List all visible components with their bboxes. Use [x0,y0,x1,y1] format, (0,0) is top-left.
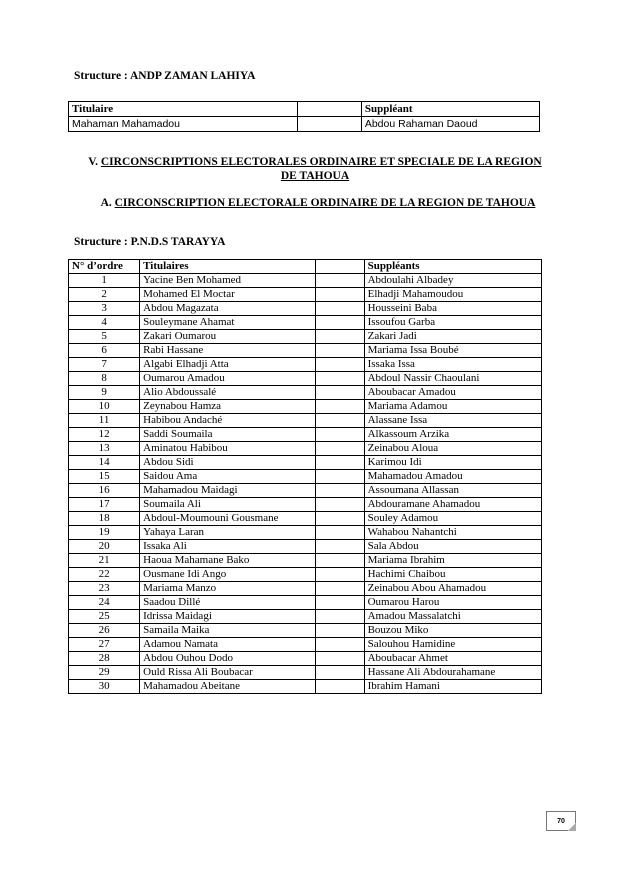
table-row [69,638,542,652]
cell-titulaire: Saadou Dillé [140,596,315,610]
empty-cell [315,428,364,442]
empty-cell [315,554,364,568]
cell-suppleant: Mahamadou Amadou [364,470,541,484]
cell-ordre: 5 [69,330,140,344]
cell-suppleant: Issoufou Garba [364,316,541,330]
section-heading-a [98,196,538,210]
cell-suppleant: Assoumana Allassan [364,484,541,498]
table-row [69,680,542,694]
empty-cell [315,540,364,554]
cell-ordre: 7 [69,358,140,372]
table-row [69,117,540,132]
table-row [69,652,542,666]
cell-ordre: 11 [69,414,140,428]
cell-titulaire: Mahamadou Maidagi [140,484,315,498]
table-row [69,456,542,470]
empty-cell [315,386,364,400]
andp-candidates-table [68,101,540,132]
table-row [69,358,542,372]
cell-suppleant: Issaka Issa [364,358,541,372]
cell-titulaire: Abdou Ouhou Dodo [140,652,315,666]
table-row [69,554,542,568]
cell-titulaire: Haoua Mahamane Bako [140,554,315,568]
cell-ordre: 6 [69,344,140,358]
empty-cell [315,414,364,428]
cell-ordre: 2 [69,288,140,302]
cell-suppleant: Mariama Issa Boubé [364,344,541,358]
cell-suppleant: Elhadji Mahamoudou [364,288,541,302]
cell-titulaire: Zakari Oumarou [140,330,315,344]
cell-suppleant: Housseini Baba [364,302,541,316]
empty-cell [315,330,364,344]
cell-ordre: 24 [69,596,140,610]
table-row [69,596,542,610]
cell-titulaire: Saidou Ama [140,470,315,484]
empty-cell [315,638,364,652]
cell-suppleant: Karimou Idi [364,456,541,470]
cell-suppleant: Bouzou Miko [364,624,541,638]
empty-cell [315,596,364,610]
cell-suppleant: Zakari Jadi [364,330,541,344]
cell-suppleant: Abdoulahi Albadey [364,274,541,288]
header-titulaire: Titulaire [69,102,298,117]
table-row [69,400,542,414]
cell-suppleant: Hachimi Chaibou [364,568,541,582]
cell-titulaire: Adamou Namata [140,638,315,652]
cell-titulaire: Yahaya Laran [140,526,315,540]
cell-titulaire: Ousmane Idi Ango [140,568,315,582]
empty-cell [315,680,364,694]
cell-ordre: 3 [69,302,140,316]
cell-ordre: 17 [69,498,140,512]
empty-cell [315,274,364,288]
table-row [69,330,542,344]
cell-ordre: 16 [69,484,140,498]
cell-ordre: 14 [69,456,140,470]
cell-titulaire: Ould Rissa Ali Boubacar [140,666,315,680]
cell-titulaire: Issaka Ali [140,540,315,554]
cell-titulaire: Souleymane Ahamat [140,316,315,330]
cell-suppleant: Ibrahim Hamani [364,680,541,694]
cell-titulaire: Mahamadou Abeitane [140,680,315,694]
header-suppleant: Suppléant [361,102,539,117]
cell-ordre: 23 [69,582,140,596]
cell-titulaire: Soumaila Ali [140,498,315,512]
cell-titulaire: Samaila Maika [140,624,315,638]
cell-suppleant: Wahabou Nahantchi [364,526,541,540]
header-suppleants: Suppléants [364,260,541,274]
empty-cell [315,652,364,666]
empty-cell [315,512,364,526]
cell-ordre: 28 [69,652,140,666]
structure-label-pnds: Structure : P.N.D.S TARAYYA [74,236,226,248]
cell-ordre: 8 [69,372,140,386]
empty-cell [315,260,364,274]
table-row [69,288,542,302]
table-row [69,414,542,428]
empty-cell [315,666,364,680]
cell-suppleant: Oumarou Harou [364,596,541,610]
empty-cell [315,288,364,302]
table-header-row [69,102,540,117]
cell-ordre: 22 [69,568,140,582]
cell-suppleant: Abdoul Nassir Chaoulani [364,372,541,386]
empty-cell [315,400,364,414]
table-row [69,344,542,358]
cell-suppleant: Mariama Adamou [364,400,541,414]
table-row [69,512,542,526]
empty-cell [315,302,364,316]
table-row [69,274,542,288]
table-row [69,666,542,680]
empty-cell [315,456,364,470]
empty-cell [298,117,361,132]
empty-cell [315,624,364,638]
table-row [69,484,542,498]
table-row [69,372,542,386]
empty-cell [315,568,364,582]
cell-suppleant: Zeinabou Abou Ahamadou [364,582,541,596]
heading-title: CIRCONSCRIPTIONS ELECTORALES ORDINAIRE ET SPECIALE DE LA REGION DE TAHOUA [100,156,542,182]
cell-titulaire: Oumarou Amadou [140,372,315,386]
cell-suppleant: Mariama Ibrahim [364,554,541,568]
empty-cell [315,582,364,596]
empty-cell [315,610,364,624]
cell-ordre: 15 [69,470,140,484]
table-row [69,316,542,330]
table-row [69,498,542,512]
cell-ordre: 20 [69,540,140,554]
table-row [69,428,542,442]
cell-suppleant: Amadou Massalatchi [364,610,541,624]
cell-titulaire: Aminatou Habibou [140,442,315,456]
cell-ordre: 9 [69,386,140,400]
cell-titulaire: Mariama Manzo [140,582,315,596]
empty-cell [315,372,364,386]
cell-titulaire: Zeynabou Hamza [140,400,315,414]
cell-ordre: 26 [69,624,140,638]
cell-suppleant: Alkassoum Arzika [364,428,541,442]
cell-ordre: 10 [69,400,140,414]
table-row [69,302,542,316]
cell-ordre: 30 [69,680,140,694]
structure-label-andp: Structure : ANDP ZAMAN LAHIYA [74,70,256,82]
cell-ordre: 21 [69,554,140,568]
cell-titulaire: Abdou Sidi [140,456,315,470]
cell-suppleant: Hassane Ali Abdourahamane [364,666,541,680]
page-number: 70 [546,811,576,831]
header-titulaires: Titulaires [140,260,315,274]
cell-titulaire: Saddi Soumaila [140,428,315,442]
heading-title: CIRCONSCRIPTION ELECTORALE ORDINAIRE DE LA REGION DE TAHOUA [114,197,536,209]
cell-ordre: 19 [69,526,140,540]
cell-suppleant: Abdouramane Ahamadou [364,498,541,512]
heading-prefix: V. [88,156,101,168]
empty-cell [315,470,364,484]
table-header-row [69,260,542,274]
header-ordre: N° d’ordre [69,260,140,274]
table-row [69,442,542,456]
table-row [69,470,542,484]
cell-ordre: 29 [69,666,140,680]
cell-titulaire: Habibou Andaché [140,414,315,428]
cell-suppleant: Aboubacar Ahmet [364,652,541,666]
cell-suppleant: Salouhou Hamidine [364,638,541,652]
heading-prefix: A. [100,197,115,209]
cell-titulaire: Algabi Elhadji Atta [140,358,315,372]
empty-cell [315,358,364,372]
cell-ordre: 25 [69,610,140,624]
table-row [69,610,542,624]
empty-cell [315,484,364,498]
table-row [69,540,542,554]
cell-titulaire: Abdoul-Moumouni Gousmane [140,512,315,526]
cell-titulaire: Mohamed El Moctar [140,288,315,302]
cell-ordre: 18 [69,512,140,526]
cell-titulaire: Yacine Ben Mohamed [140,274,315,288]
cell-suppleant: Abdou Rahaman Daoud [361,117,539,132]
cell-titulaire: Rabi Hassane [140,344,315,358]
empty-cell [315,498,364,512]
cell-suppleant: Souley Adamou [364,512,541,526]
empty-cell [315,344,364,358]
empty-cell [315,442,364,456]
cell-titulaire: Idrissa Maidagi [140,610,315,624]
cell-ordre: 1 [69,274,140,288]
cell-titulaire: Mahaman Mahamadou [69,117,298,132]
cell-ordre: 13 [69,442,140,456]
cell-titulaire: Abdou Magazata [140,302,315,316]
pnds-candidates-table [68,259,542,694]
table-row [69,582,542,596]
cell-ordre: 4 [69,316,140,330]
empty-cell [315,526,364,540]
cell-suppleant: Aboubacar Amadou [364,386,541,400]
cell-ordre: 27 [69,638,140,652]
cell-suppleant: Sala Abdou [364,540,541,554]
table-row [69,624,542,638]
cell-titulaire: Alio Abdoussalé [140,386,315,400]
empty-cell [298,102,361,117]
cell-ordre: 12 [69,428,140,442]
cell-suppleant: Alassane Issa [364,414,541,428]
cell-suppleant: Zeinabou Aloua [364,442,541,456]
table-row [69,568,542,582]
table-row [69,386,542,400]
section-heading-v [80,155,550,183]
empty-cell [315,316,364,330]
table-row [69,526,542,540]
